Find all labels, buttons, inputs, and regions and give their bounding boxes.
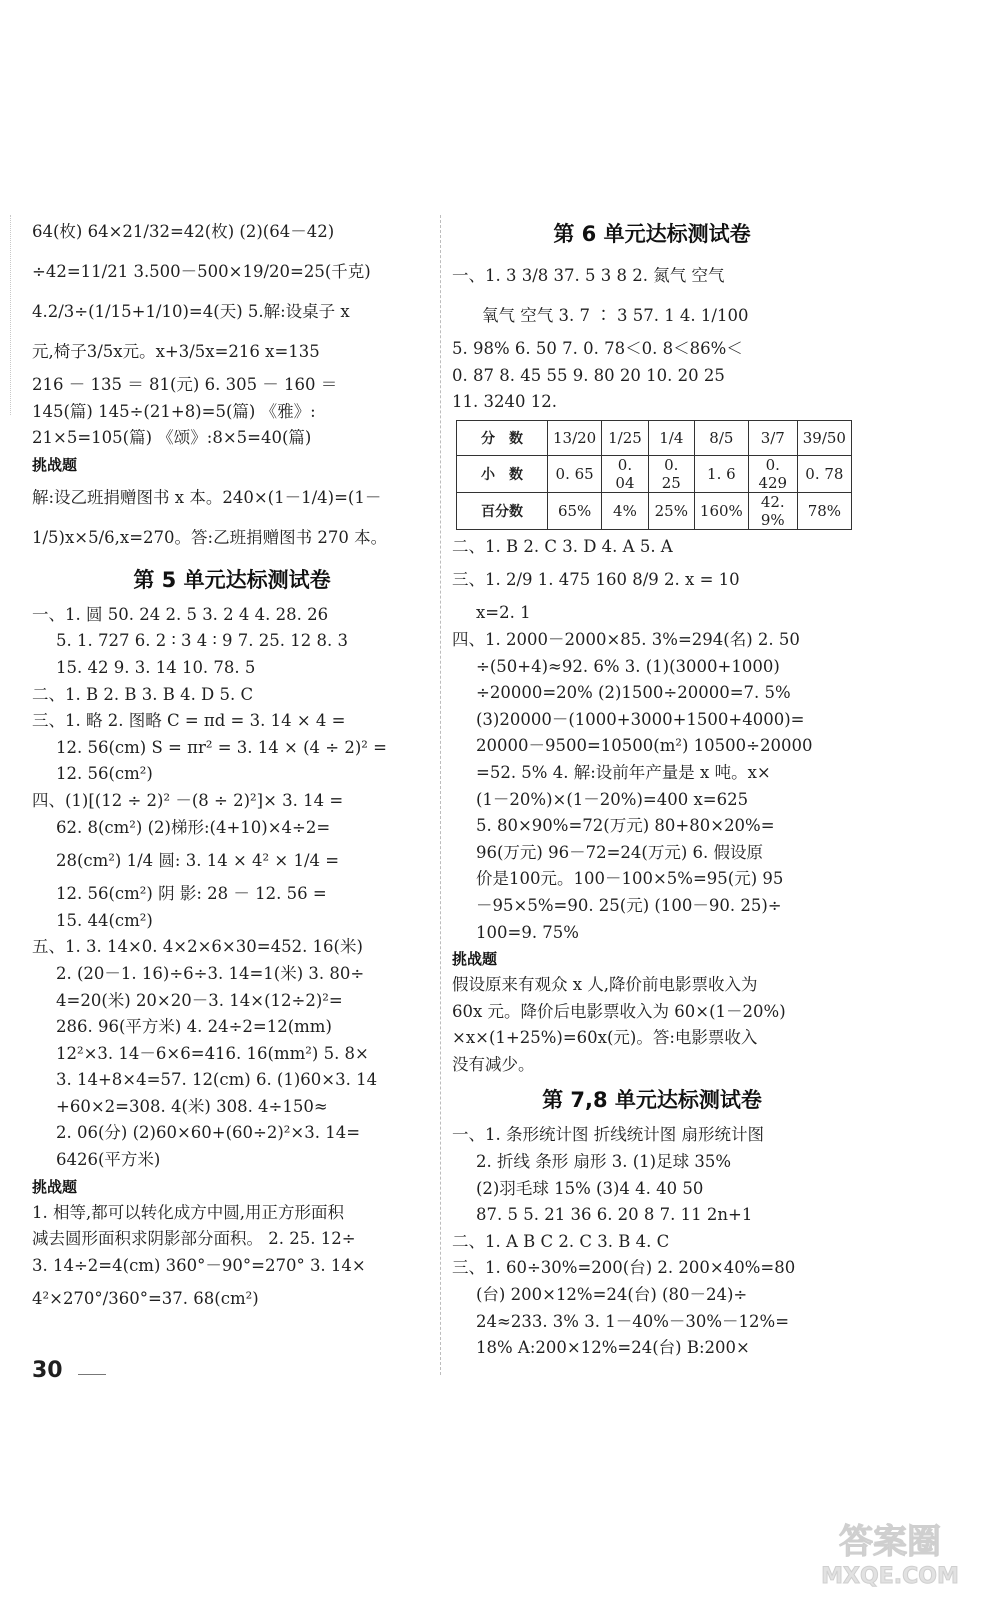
answer-line: 60x 元。降价后电影票收入为 60×(1－20%) — [452, 1001, 786, 1021]
answer-line: 氧气 空气 3. 7 ∶ 3 57. 1 4. 1/100 — [482, 306, 749, 325]
answer-line: 一、1. 3 3/8 37. 5 3 8 2. 氮气 空气 — [452, 266, 725, 285]
answer-line: 3. 14÷2=4(cm) 360°－90°=270° 3. 14× — [32, 1255, 366, 1275]
table-row — [457, 455, 852, 492]
answer-line: 24≈233. 3% 3. 1－40%－30%－12%= — [476, 1311, 790, 1331]
challenge-heading: 挑战题 — [32, 455, 78, 474]
answer-line: 28(cm²) 1/4 圆: 3. 14 × 4² × 1/4 = — [56, 851, 340, 871]
answer-line: 3. 14+8×4=57. 12(cm) 6. (1)60×3. 14 — [56, 1070, 378, 1090]
answer-line: 2. (20－1. 16)÷6÷3. 14=1(米) 3. 80÷ — [56, 963, 365, 983]
fraction-cell: 1/25 — [602, 420, 648, 455]
answer-line: 价是100元。100－100×5%=95(元) 95 — [476, 869, 784, 889]
answer-line: 解:设乙班捐赠图书 x 本。240×(1－1/4)=(1－ — [32, 487, 382, 507]
answer-line: 18% A:200×12%=24(台) B:200× — [476, 1338, 750, 1358]
watermark-logo-icon — [810, 1515, 970, 1590]
answer-line: 12. 56(cm²) 阴 影: 28 － 12. 56 = — [56, 884, 327, 904]
answer-line: =52. 5% 4. 解:设前年产量是 x 吨。x× — [476, 762, 771, 782]
percent-cell: 78% — [797, 492, 851, 529]
answer-line: 5. 1. 727 6. 2 ∶ 3 4 ∶ 9 7. 25. 12 8. 3 — [56, 631, 348, 651]
answer-line: 20000－9500=10500(m²) 10500÷20000 — [476, 736, 813, 756]
answer-line: 11. 3240 12. — [452, 392, 557, 412]
fraction-cell: 13/20 — [548, 420, 602, 455]
answer-line: 1/5)x×5/6,x=270。答:乙班捐赠图书 270 本。 — [32, 527, 388, 547]
answer-line: 四、1. 2000－2000×85. 3%=294(名) 2. 50 — [452, 629, 800, 649]
answer-line: 五、1. 3. 14×0. 4×2×6×30=452. 16(米) — [32, 937, 363, 957]
answer-line: 5. 98% 6. 50 7. 0. 78＜0. 8＜86%＜ — [452, 339, 743, 358]
percent-cell: 42. 9% — [748, 492, 797, 529]
answer-line: 1. 相等,都可以转化成方中圆,用正方形面积 — [32, 1202, 344, 1222]
answer-line: 三、1. 2/9 1. 475 160 8/9 2. x = 10 — [452, 570, 740, 590]
challenge-heading: 挑战题 — [452, 950, 498, 969]
answer-line: 2. 折线 条形 扇形 3. (1)足球 35% — [476, 1152, 732, 1172]
answer-line: 96(万元) 96－72=24(万元) 6. 假设原 — [476, 842, 764, 862]
answer-line: 145(篇) 145÷(21+8)=5(篇) 《雅》: — [32, 401, 316, 421]
answer-line: 二、1. B 2. B 3. B 4. D 5. C — [32, 684, 254, 704]
column-divider — [440, 215, 441, 1375]
answer-line: 三、1. 60÷30%=200(台) 2. 200×40%=80 — [452, 1258, 796, 1278]
answer-line: 减去圆形面积求阴影部分面积。 2. 25. 12÷ — [32, 1229, 356, 1249]
answer-line: 100=9. 75% — [476, 922, 579, 942]
answer-line: (3)20000－(1000+3000+1500+4000)= — [476, 709, 805, 729]
answer-line: 216 － 135 ＝ 81(元) 6. 305 － 160 ＝ — [32, 375, 338, 394]
answer-line: 四、(1)[(12 ÷ 2)² －(8 ÷ 2)²]× 3. 14 = — [32, 790, 344, 810]
answer-line: 5. 80×90%=72(万元) 80+80×20%= — [476, 816, 775, 836]
answer-line: 假设原来有观众 x 人,降价前电影票收入为 — [452, 975, 758, 995]
answer-line: 286. 96(平方米) 4. 24÷2=12(mm) — [56, 1017, 332, 1037]
fraction-cell: 39/50 — [797, 420, 851, 455]
answer-line: x=2. 1 — [476, 603, 531, 623]
decimal-cell: 1. 6 — [694, 455, 748, 492]
percent-cell: 65% — [548, 492, 602, 529]
challenge-heading: 挑战题 — [32, 1177, 78, 1196]
answer-line: 12²×3. 14－6×6=416. 16(mm²) 5. 8× — [56, 1043, 369, 1063]
answer-line: (台) 200×12%=24(台) (80－24)÷ — [476, 1285, 748, 1305]
answer-line: 一、1. 条形统计图 折线统计图 扇形统计图 — [452, 1125, 764, 1145]
answer-line: (2)羽毛球 15% (3)4 4. 40 50 — [476, 1178, 704, 1198]
answer-line: 一、1. 圆 50. 24 2. 5 3. 2 4 4. 28. 26 — [32, 604, 329, 624]
decimal-cell: 0. 25 — [648, 455, 694, 492]
answer-line: ÷20000=20% (2)1500÷20000=7. 5% — [476, 683, 791, 703]
answer-line: 12. 56(cm) S = πr² = 3. 14 × (4 ÷ 2)² = — [56, 737, 387, 757]
answer-line: 4.2/3÷(1/15+1/10)=4(天) 5.解:设桌子 x — [32, 302, 350, 321]
answer-line: ÷(50+4)≈92. 6% 3. (1)(3000+1000) — [476, 656, 780, 676]
page-number-rule — [78, 1374, 106, 1375]
answer-line: 二、1. B 2. C 3. D 4. A 5. A — [452, 536, 673, 556]
answer-line: 6426(平方米) — [56, 1150, 161, 1170]
answer-line: 15. 44(cm²) — [56, 910, 153, 930]
section-title: 第 5 单元达标测试卷 — [133, 567, 331, 592]
answer-line: 4²×270°/360°=37. 68(cm²) — [32, 1289, 259, 1309]
answer-line: 12. 56(cm²) — [56, 764, 153, 784]
answer-line: 21×5=105(篇) 《颂》:8×5=40(篇) — [32, 428, 312, 448]
answer-line: －95×5%=90. 25(元) (100－90. 25)÷ — [476, 895, 782, 915]
decimal-cell: 0. 429 — [748, 455, 797, 492]
section-title: 第 7,8 单元达标测试卷 — [542, 1088, 762, 1113]
margin-mark — [10, 215, 11, 415]
table-row-header: 百分数 — [457, 492, 548, 529]
answer-line: 没有减少。 — [452, 1054, 535, 1074]
conversion-table — [456, 420, 852, 530]
answer-line: 64(枚) 64×21/32=42(枚) (2)(64－42) — [32, 222, 335, 241]
svg-text:MXQE.COM: MXQE.COM — [821, 1564, 959, 1589]
answer-line: 二、1. A B C 2. C 3. B 4. C — [452, 1231, 670, 1251]
answer-line: +60×2=308. 4(米) 308. 4÷150≈ — [56, 1096, 328, 1116]
right-column — [452, 212, 852, 1362]
fraction-cell: 8/5 — [694, 420, 748, 455]
percent-cell: 4% — [602, 492, 648, 529]
section-title: 第 6 单元达标测试卷 — [553, 222, 751, 246]
percent-cell: 25% — [648, 492, 694, 529]
answer-line: 三、1. 略 2. 图略 C = πd = 3. 14 × 4 = — [32, 711, 346, 731]
svg-text:答案圈: 答案圈 — [839, 1522, 941, 1562]
answer-line: 0. 87 8. 45 55 9. 80 20 10. 20 25 — [452, 365, 725, 385]
answer-line: 15. 42 9. 3. 14 10. 78. 5 — [56, 657, 256, 677]
percent-cell: 160% — [694, 492, 748, 529]
table-row-header: 分 数 — [457, 420, 548, 455]
decimal-cell: 0. 65 — [548, 455, 602, 492]
table-row — [457, 420, 852, 455]
fraction-cell: 3/7 — [748, 420, 797, 455]
answer-line: ÷42=11/21 3.500－500×19/20=25(千克) — [32, 262, 371, 281]
answer-line: ×x×(1+25%)=60x(元)。答:电影票收入 — [452, 1028, 758, 1048]
left-column — [32, 212, 432, 1319]
fraction-cell: 1/4 — [648, 420, 694, 455]
page-number: 30 — [32, 1358, 63, 1383]
answer-line: 4=20(米) 20×20－3. 14×(12÷2)²= — [56, 990, 343, 1010]
answer-line: 2. 06(分) (2)60×60+(60÷2)²×3. 14= — [56, 1123, 361, 1143]
table-row — [457, 492, 852, 529]
decimal-cell: 0. 78 — [797, 455, 851, 492]
table-row-header: 小 数 — [457, 455, 548, 492]
answer-line: (1－20%)×(1－20%)=400 x=625 — [476, 789, 749, 809]
answer-line: 62. 8(cm²) (2)梯形:(4+10)×4÷2= — [56, 817, 331, 837]
decimal-cell: 0. 04 — [602, 455, 648, 492]
answer-line: 87. 5 5. 21 36 6. 20 8 7. 11 2n+1 — [476, 1205, 753, 1225]
answer-line: 元,椅子3/5x元。x+3/5x=216 x=135 — [32, 342, 320, 361]
